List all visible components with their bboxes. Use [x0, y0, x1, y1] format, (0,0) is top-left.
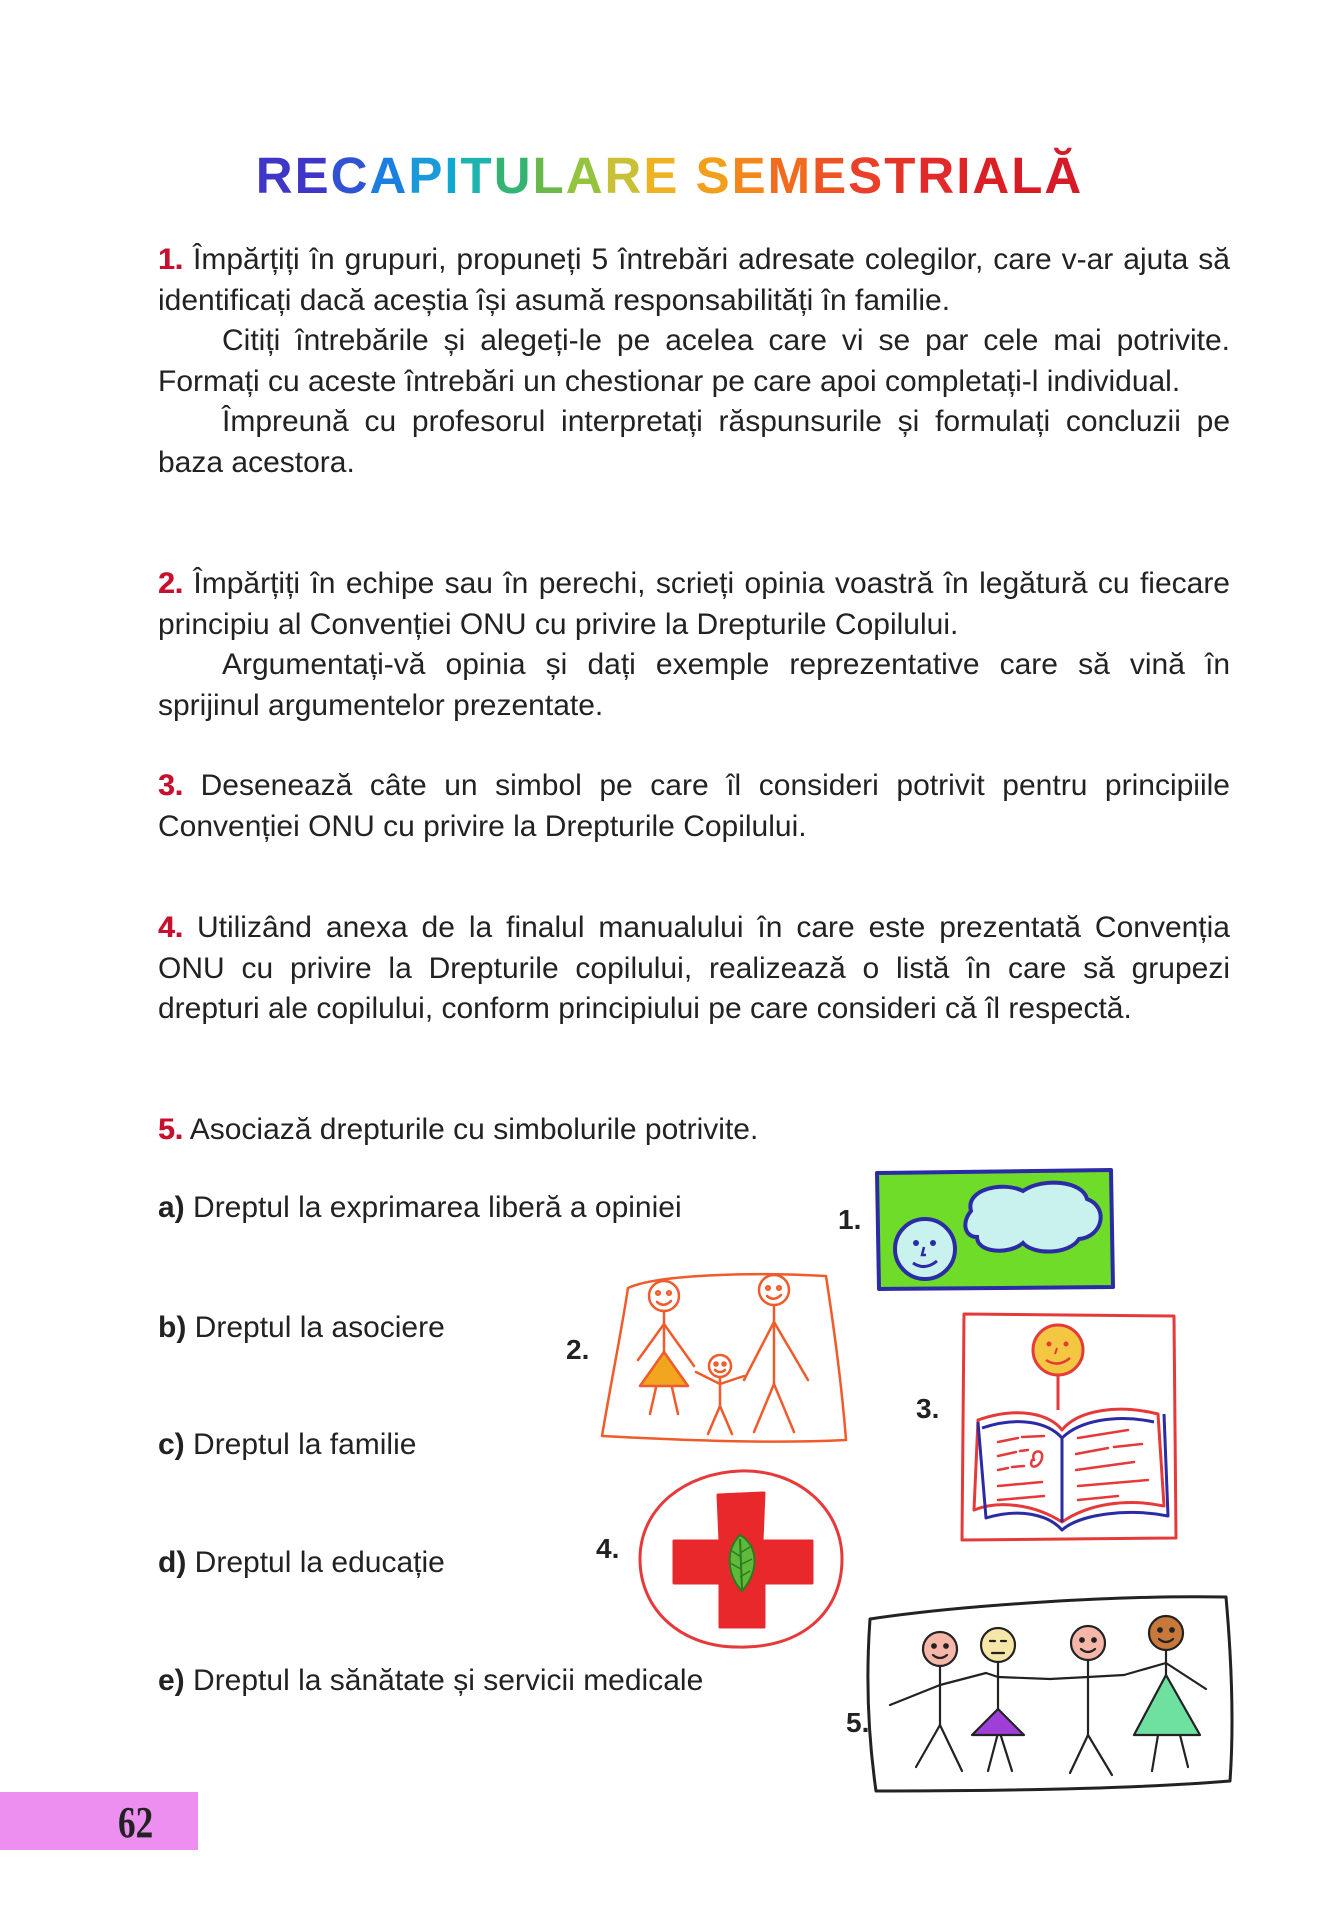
title-letter: U [493, 147, 533, 204]
title-letter: I [444, 147, 461, 204]
right-text: Dreptul la exprimarea liberă a opiniei [193, 1191, 682, 1224]
right-item-c [158, 1427, 416, 1463]
exercise-text: Utilizând anexa de la finalul manualului în care este prezentată Convenția ONU cu privire la Drepturile copilului, realizează o listă în care să grupezi drepturi ale copilului, conform principiului pe care consideri că îl respectă. [158, 911, 1230, 1025]
exercise-text: Asociază drepturile cu simbolurile potrivite. [189, 1113, 759, 1146]
title-letter: S [695, 147, 732, 204]
right-item-e [158, 1663, 703, 1699]
title-letter: T [460, 147, 494, 204]
title-letter: I [956, 147, 973, 204]
right-item-b [158, 1310, 445, 1346]
title-letter: L [1011, 147, 1045, 204]
right-letter: d) [158, 1546, 187, 1579]
right-letter: a) [158, 1191, 185, 1224]
title-letter: A [565, 147, 605, 204]
open-book-child-icon [958, 1310, 1180, 1542]
exercise-number: 4. [158, 911, 184, 944]
exercise-1 [158, 240, 1230, 483]
title-letter [679, 146, 695, 205]
red-cross-icon [636, 1467, 846, 1651]
symbol-number: 2. [566, 1334, 590, 1365]
exercise-5 [158, 1110, 1230, 1151]
right-letter: b) [158, 1311, 187, 1344]
page-number: 62 [118, 1798, 154, 1847]
title-letter: E [731, 147, 768, 204]
exercise-text: Împreună cu profesorul interpretați răspunsurile și formulați concluzii pe baza acestora. [158, 405, 1230, 479]
title-letter: E [812, 147, 849, 204]
title-letter: P [408, 147, 445, 204]
exercise-text: Argumentați-vă opinia și dați exemple reprezentative care să vină în sprijinul argumentelor prezentate. [158, 648, 1230, 722]
speech-bubble-face-icon [873, 1167, 1115, 1291]
title-letter: M [767, 147, 813, 204]
exercise-number: 2. [158, 567, 184, 600]
title-letter: A [369, 147, 409, 204]
right-letter: c) [158, 1428, 185, 1461]
exercise-text: Citiți întrebările și alegeți-le pe acelea care vi se par cele mai potrivite. Formați cu aceste întrebări un chestionar pe care apoi completați-l individual. [158, 324, 1230, 398]
title-letter: Ă [1044, 147, 1084, 204]
exercise-text: Împărțiți în grupuri, propuneți 5 întrebări adresate colegilor, care v-ar ajuta să identificați dacă aceștia își asumă responsabilități în familie. [158, 243, 1230, 317]
exercise-3 [158, 766, 1230, 847]
symbol-number: 1. [838, 1204, 862, 1235]
family-drawing-icon [598, 1268, 848, 1446]
exercise-number: 5. [158, 1113, 184, 1146]
exercise-text: Împărțiți în echipe sau în perechi, scrieți opinia voastră în legătură cu fiecare principiu al Convenției ONU cu privire la Drepturile Copilului. [158, 567, 1230, 641]
exercise-number: 1. [158, 243, 184, 276]
exercise-2 [158, 564, 1230, 726]
title-letter: R [604, 147, 644, 204]
right-text: Dreptul la sănătate și servicii medicale [193, 1664, 704, 1697]
title-letter: S [848, 147, 885, 204]
title-letter: L [532, 147, 566, 204]
title-letter: R [917, 147, 957, 204]
title-letter: A [972, 147, 1012, 204]
right-text: Dreptul la familie [193, 1428, 417, 1461]
right-item-a [158, 1190, 682, 1226]
page-title [0, 146, 1339, 205]
right-letter: e) [158, 1664, 185, 1697]
title-letter: E [643, 147, 680, 204]
title-letter: E [294, 147, 331, 204]
title-letter: C [330, 147, 370, 204]
title-letter: R [255, 147, 295, 204]
right-text: Dreptul la asociere [194, 1311, 445, 1344]
exercise-text: Desenează câte un simbol pe care îl consideri potrivit pentru principiile Convenției ONU cu privire la Drepturile Copilului. [158, 769, 1230, 843]
exercise-number: 3. [158, 769, 184, 802]
title-letter: T [884, 147, 918, 204]
symbol-number: 5. [846, 1707, 870, 1738]
page-number-box [0, 1792, 198, 1850]
symbol-number: 4. [596, 1533, 620, 1564]
children-holding-hands-icon [862, 1585, 1234, 1795]
exercise-4 [158, 908, 1230, 1030]
symbol-number: 3. [916, 1393, 940, 1424]
right-text: Dreptul la educație [194, 1546, 445, 1579]
right-item-d [158, 1545, 445, 1581]
